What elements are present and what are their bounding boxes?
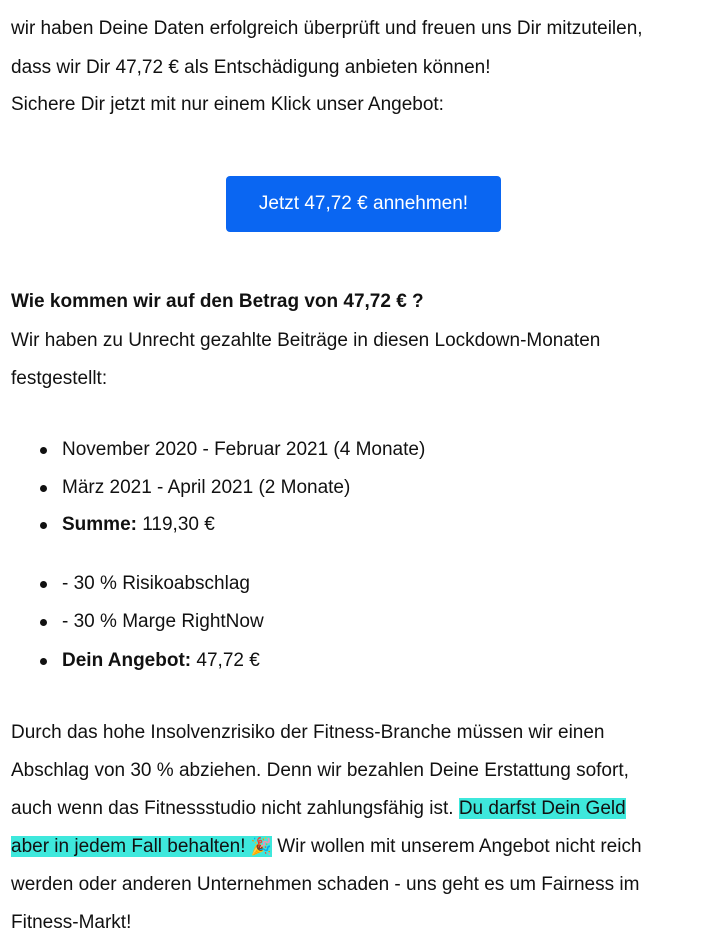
highlight-text: Du darfst Dein Geld [458, 798, 626, 819]
sum-value: 119,30 € [136, 514, 215, 535]
bullet-dot [40, 658, 47, 665]
bullet-dot [40, 485, 47, 492]
party-popper-icon: 🎉 [250, 837, 272, 856]
closing-line-2: Abschlag von 30 % abziehen. Denn wir bezahlen Deine Erstattung sofort, [11, 760, 629, 781]
accept-offer-button[interactable] [226, 176, 501, 232]
highlight-text: aber in jedem Fall behalten! 🎉 [11, 836, 272, 857]
accept-offer-button-label: Jetzt 47,72 € annehmen! [258, 193, 469, 214]
closing-line-4: aber in jedem Fall behalten! 🎉 Wir wollen mit unserem Angebot nicht reich [11, 836, 642, 857]
bullet-dot [40, 581, 47, 588]
closing-line-5: werden oder anderen Unternehmen schaden - uns geht es um Fairness im [11, 874, 640, 895]
closing-line-6: Fitness-Markt! [11, 912, 132, 933]
offer-value: 47,72 € [191, 650, 260, 671]
bullet-dot [40, 619, 47, 626]
sum-label: Summe: [62, 514, 137, 535]
offer-label: Dein Angebot: [62, 650, 192, 671]
intro-line-2: dass wir Dir 47,72 € als Entschädigung anbieten können! [11, 57, 491, 78]
intro-line-3: Sichere Dir jetzt mit nur einem Klick unser Angebot: [11, 94, 444, 115]
intro-line-1: wir haben Deine Daten erfolgreich überprüft und freuen uns Dir mitzuteilen, [11, 18, 643, 39]
closing-line-1: Durch das hohe Insolvenzrisiko der Fitness-Branche müssen wir einen [11, 722, 605, 743]
calc-heading: Wie kommen wir auf den Betrag von 47,72 € ? [11, 291, 424, 312]
calc-desc-line-2: festgestellt: [11, 368, 108, 389]
calc-desc-line-1: Wir haben zu Unrecht gezahlte Beiträge in diesen Lockdown-Monaten [11, 330, 601, 351]
closing-line-3: auch wenn das Fitnessstudio nicht zahlungsfähig ist. Du darfst Dein Geld [11, 798, 626, 819]
bullet-dot [40, 447, 47, 454]
bullet-dot [40, 522, 47, 529]
